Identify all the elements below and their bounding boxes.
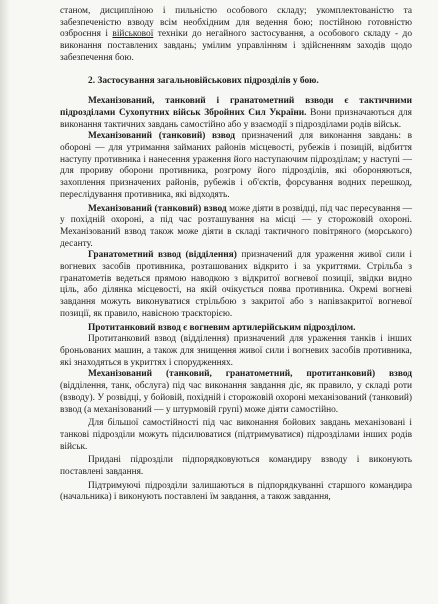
intro-text-start: станом, дисципліною і пильністю особового складу; укомплектованістю та забезпеченістю взводу всім необхідним для ведення бою; постійною готовністю озброєння і: [60, 6, 412, 40]
paragraph-mech-platoon-actions: [60, 204, 412, 251]
mech-platoon-actions-text: може діяти в розвідці, під час пересування — у похідній охороні, а під час розташування на місці — у сторожовій охороні. Механізований взвод також може діяти в складі тактичного повітряного (морського) десанту.: [60, 203, 412, 249]
paragraph-antitank-heading: [60, 323, 412, 335]
units-definition-bold: Механізований, танковий і гранатометний взводи є тактичними підрозділами Сухопутних військ Збройних Сил України.: [60, 96, 412, 118]
grenade-platoon-bold: Гранатометний взвод (відділення): [88, 250, 237, 261]
paragraph-mech-platoon-purpose: [60, 131, 412, 201]
paragraph-antitank-purpose: Протитанковий взвод (відділення) призначений для ураження танків і інших броньованих машин, а також для знищення живої сили і вогневих засобів противника, які знаходяться в укриттях і спорудженнях.: [60, 334, 412, 368]
paragraph-attached-units: Придані підрозділи підпорядковуються командиру взводу і виконують поставлені завдання.: [60, 455, 412, 478]
intro-text-end: техніки до негайного застосування, а особового складу - до виконання поставлених завдань; умілим управлінням і здійсненням заходів щодо забезпечення бою.: [60, 29, 413, 63]
mech-platoon-purpose-text: призначений для виконання завдань: в обороні — для утримання займаних районів місцевості, рубежів і позицій, відбиття наступу противника і нанесення ураження його наступаючим підрозділам; у наступі — для прориву оборони противника, розгрому його підрозділів, які обороняються, захоплення призначених районів, рубежів і об'єктів, форсування водних перешкод, переслідування противника, які відходять.: [60, 131, 412, 200]
antitank-heading-bold: Протитанковий взвод є вогневим артилерійським підрозділом.: [88, 322, 356, 333]
paragraph-reinforcement: Для більшої самостійності під час виконання бойових завдань механізовані і танкові підрозділи можуть підсилюватися (підтримуватися) підрозділами інших родів військ.: [60, 418, 412, 452]
combined-platoon-bold: Механізований (танковий, гранатометний, протитанковий) взвод: [88, 369, 412, 380]
mech-platoon-purpose-bold: Механізований (танковий) взвод: [88, 131, 235, 142]
mech-platoon-actions-bold: Механізований (танковий) взвод: [88, 203, 227, 214]
paragraph-intro: [60, 6, 412, 65]
paragraph-grenade-platoon: [60, 250, 412, 320]
combined-platoon-text: (відділення, танк, обслуга) під час виконання завдання діє, як правило, у складі роти (взводу). У розвідці, у бойовій, похідній і сторожовій охороні механізований (танковий) взвод (а механізований — у штурмовій групі) може діяти самостійно.: [60, 381, 412, 415]
section-heading: 2. Застосування загальновійськових підрозділів у бою.: [88, 75, 319, 86]
grenade-platoon-text: призначений для ураження живої сили і вогневих засобів противника, розташованих відкрито і за укриттями. Стрільба з гранатометів ведеться прямою наводкою з відкритої вогневої позиції, звідки видно ціль, або ділянка місцевості, на якій очікується поява противника. Окремі вогневі завдання можуть виконуватися стрільбою з закритої або з напівзакритої вогневої позиції, як правило, навісною траєкторією.: [60, 250, 412, 319]
paragraph-supporting-units: Підтримуючі підрозділи залишаються в підпорядкуванні старшого командира (начальника) і виконують поставлені їм завдання, а також завдання,: [60, 480, 412, 503]
intro-underlined-word: військової: [112, 29, 154, 40]
units-definition-text: Вони призначаються для виконання тактичних завдань самостійно або у взаємодії з підрозділами родів військ.: [60, 107, 412, 130]
paragraph-combined-platoon: [60, 369, 412, 416]
paragraph-units-definition: [60, 96, 412, 131]
